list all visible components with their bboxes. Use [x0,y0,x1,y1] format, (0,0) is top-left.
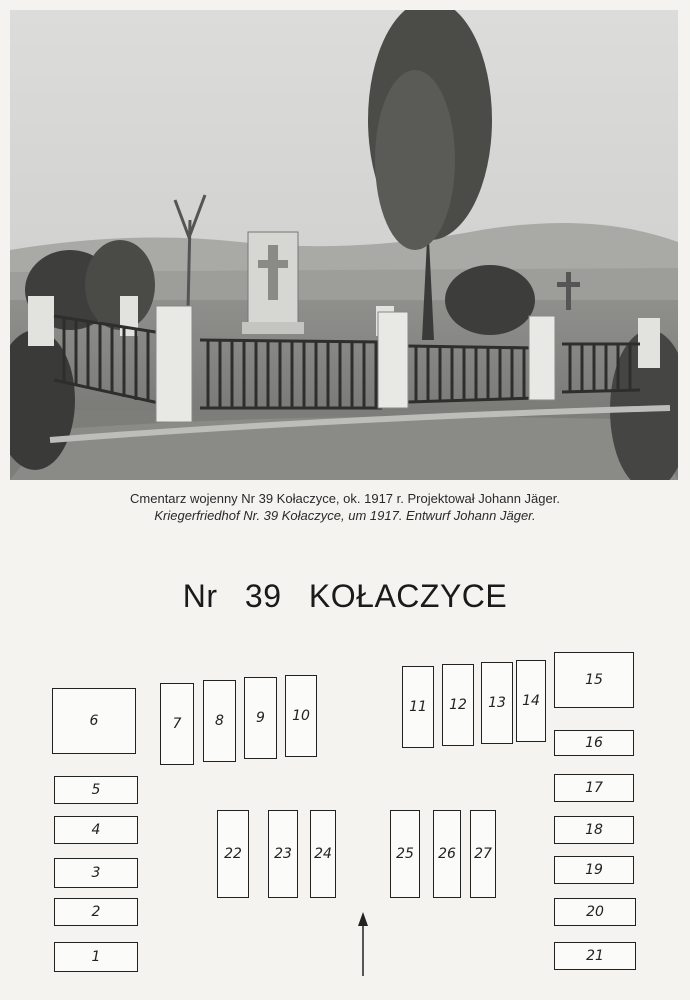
plot-13: 13 [481,662,513,744]
caption-german: Kriegerfriedhof Nr. 39 Kołaczyce, um 1917. Entwurf Johann Jäger. [154,508,536,523]
plot-27: 27 [470,810,496,898]
plot-26: 26 [433,810,461,898]
plot-21: 21 [554,942,636,970]
photo-caption [0,490,690,524]
plot-24: 24 [310,810,336,898]
plot-17: 17 [554,774,634,802]
plot-14: 14 [516,660,546,742]
plot-18: 18 [554,816,634,844]
plot-3: 3 [54,858,138,888]
plot-8: 8 [203,680,236,762]
plot-7: 7 [160,683,194,765]
plot-9: 9 [244,677,277,759]
plot-19: 19 [554,856,634,884]
plot-12: 12 [442,664,474,746]
plot-2: 2 [54,898,138,926]
plot-22: 22 [217,810,249,898]
plot-15: 15 [554,652,634,708]
plot-16: 16 [554,730,634,756]
caption-polish: Cmentarz wojenny Nr 39 Kołaczyce, ok. 1917 r. Projektował Johann Jäger. [130,491,560,506]
plot-25: 25 [390,810,420,898]
plot-1: 1 [54,942,138,972]
plot-4: 4 [54,816,138,844]
plot-23: 23 [268,810,298,898]
plot-10: 10 [285,675,317,757]
plan-title: Nr 39 KOŁACZYCE [182,578,508,614]
plot-6: 6 [52,688,136,754]
plot-5: 5 [54,776,138,804]
entrance-arrow-icon [355,910,371,978]
plot-11: 11 [402,666,434,748]
cemetery-photo [10,10,678,480]
plot-20: 20 [554,898,636,926]
